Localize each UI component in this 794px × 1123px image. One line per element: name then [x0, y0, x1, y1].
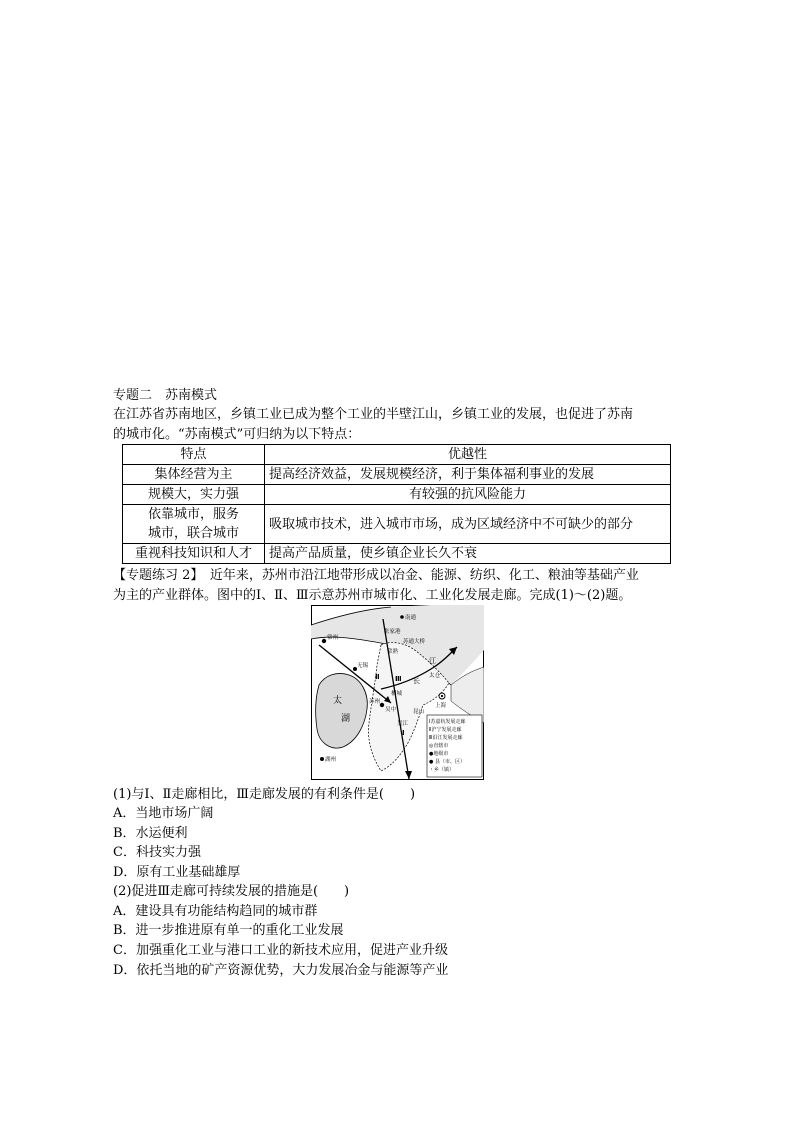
table-cell-advantage: 吸取城市技术，进入城市市场，成为区域经济中不可缺少的部分 [265, 505, 671, 544]
map-label: 昆山 [413, 709, 425, 715]
map-label: 太仓 [429, 673, 441, 679]
corridor-label: Ⅲ [395, 675, 402, 683]
table-cell-feature: 重视科技知识和人才 [123, 544, 265, 564]
exercise-line-2: 为主的产业群体。图中的Ⅰ、Ⅱ、Ⅲ示意苏州市城市化、工业化发展走廊。完成(1)～(2)题。 [113, 588, 632, 603]
map-label: 上海 [435, 703, 447, 709]
city-marker [322, 639, 326, 643]
table-cell-advantage: 提高产品质量，使乡镇企业长久不衰 [265, 544, 671, 564]
table-cell-feature: 集体经营为主 [123, 465, 265, 485]
map-label: 湖州 [325, 757, 337, 763]
features-table [122, 444, 671, 564]
corridor-label: Ⅰ [402, 729, 405, 737]
map-label: 无锡 [357, 663, 369, 669]
question-1-stem: (1)与Ⅰ、Ⅱ走廊相比，Ⅲ走廊发展的有利条件是( ) [113, 787, 416, 802]
map-label: 相城 [391, 691, 403, 697]
suzhou-corridor-map [311, 605, 484, 780]
exercise-text: 近年来，苏州市沿江地带形成以冶金、能源、纺织、化工、粮油等基础产业 [196, 568, 639, 583]
legend-item: Ⅱ沪宁发展走廊 [429, 727, 462, 733]
map-label: 南通 [405, 615, 417, 621]
section-title: 专题二 苏南模式 [113, 388, 218, 403]
feature-line: 依靠城市，服务 [147, 507, 239, 522]
corridor-label: Ⅱ [375, 673, 380, 681]
legend-item: ●地级市 [429, 751, 449, 757]
legend-item: ● 县（市、区） [429, 759, 465, 765]
intro-line-1: 在江苏省苏南地区，乡镇工业已成为整个工业的半壁江山，乡镇工业的发展，也促进了苏南 [113, 407, 634, 422]
map-label: 苏州 [369, 699, 381, 705]
legend-item: ・乡（镇） [429, 767, 455, 773]
question-1-option-a[interactable]: A．当地市场广阔 [113, 806, 214, 821]
map-label: 吴江 [397, 721, 409, 727]
legend-item: Ⅲ沿江发展走廊 [429, 735, 463, 741]
legend-item: Ⅰ苏嘉杭发展走廊 [429, 719, 466, 725]
map-legend [427, 715, 482, 777]
map-label: 张家港 [384, 629, 401, 635]
feature-line: 城市，联合城市 [147, 526, 239, 541]
question-2-stem: (2)促进Ⅲ走廊可持续发展的措施是( ) [113, 884, 350, 899]
table-row [123, 544, 671, 564]
table-header-row [123, 445, 671, 465]
exercise-label: 【专题练习 2】 [113, 568, 197, 583]
table-cell-feature: 规模大，实力强 [123, 485, 265, 505]
question-1-option-b[interactable]: B．水运便利 [113, 826, 188, 841]
question-1-option-c[interactable]: C．科技实力强 [113, 845, 201, 860]
map-label: 长 [413, 677, 420, 685]
table-row [123, 485, 671, 505]
question-2-option-a[interactable]: A．建设具有功能结构趋同的城市群 [113, 904, 318, 919]
map-label: 湖 [341, 714, 351, 724]
question-1-option-d[interactable]: D．原有工业基础雄厚 [113, 865, 241, 880]
city-marker [320, 757, 324, 761]
map-label: 吴中 [385, 707, 397, 713]
exercise-line-1 [113, 566, 639, 586]
table-cell-advantage: 有较强的抗风险能力 [265, 485, 671, 505]
table-cell-advantage: 提高经济效益，发展规模经济，利于集体福利事业的发展 [265, 465, 671, 485]
table-cell-feature [123, 505, 265, 544]
city-marker [400, 615, 404, 619]
legend-item: ◎直辖市 [429, 743, 449, 749]
table-header: 特点 [123, 445, 265, 465]
question-2-option-c[interactable]: C．加强重化工业与港口工业的新技术应用，促进产业升级 [113, 943, 448, 958]
map-label: 常州 [327, 635, 339, 641]
table-row [123, 505, 671, 544]
table-header: 优越性 [265, 445, 671, 465]
map-label: 江 [429, 657, 436, 665]
intro-line-2: 的城市化。“苏南模式”可归纳为以下特点： [113, 427, 361, 442]
question-2-option-d[interactable]: D．依托当地的矿产资源优势，大力发展冶金与能源等产业 [113, 963, 449, 978]
map-label: 太 [333, 696, 343, 706]
table-row [123, 465, 671, 485]
question-2-option-b[interactable]: B．进一步推进原有单一的重化工业发展 [113, 923, 344, 938]
map-label: 苏通大桥 [403, 639, 426, 645]
map-label: 常熟 [387, 649, 399, 655]
city-marker [380, 703, 384, 707]
